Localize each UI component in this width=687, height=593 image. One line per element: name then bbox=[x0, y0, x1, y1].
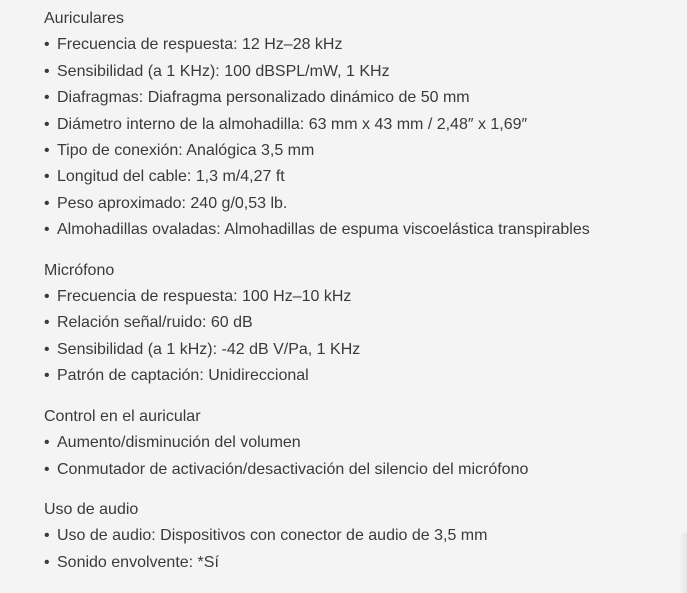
list-item bbox=[44, 59, 684, 85]
spec-list bbox=[44, 284, 684, 390]
edge-shadow bbox=[679, 533, 687, 593]
bullet-icon: • bbox=[44, 367, 50, 385]
spec-text: Conmutador de activación/desactivación del silencio del micrófono bbox=[57, 460, 529, 478]
spec-text: Patrón de captación: Unidireccional bbox=[57, 367, 309, 385]
list-item bbox=[44, 550, 684, 576]
spec-text: Sonido envolvente: *Sí bbox=[57, 553, 219, 571]
spec-text: Almohadillas ovaladas: Almohadillas de espuma viscoelástica transpirables bbox=[57, 221, 590, 239]
bullet-icon: • bbox=[44, 460, 50, 478]
list-item bbox=[44, 523, 684, 549]
list-item bbox=[44, 138, 684, 164]
list-item bbox=[44, 112, 684, 138]
list-item bbox=[44, 284, 684, 310]
spec-text: Sensibilidad (a 1 KHz): 100 dBSPL/mW, 1 KHz bbox=[57, 62, 390, 80]
bullet-icon: • bbox=[44, 314, 50, 332]
list-item bbox=[44, 217, 684, 243]
list-item bbox=[44, 32, 684, 58]
section-control bbox=[44, 404, 684, 483]
section-title: Uso de audio bbox=[44, 500, 139, 518]
section-microfono bbox=[44, 258, 684, 390]
section-title: Auriculares bbox=[44, 10, 125, 27]
list-item bbox=[44, 363, 684, 389]
spec-text: Uso de audio: Dispositivos con conector de audio de 3,5 mm bbox=[57, 527, 488, 545]
spec-sheet bbox=[44, 6, 684, 590]
bullet-icon: • bbox=[44, 553, 50, 571]
list-item bbox=[44, 310, 684, 336]
list-item bbox=[44, 337, 684, 363]
spec-text: Longitud del cable: 1,3 m/4,27 ft bbox=[57, 168, 285, 186]
bullet-icon: • bbox=[44, 340, 50, 358]
bullet-icon: • bbox=[44, 142, 50, 160]
section-auriculares bbox=[44, 6, 684, 244]
list-item bbox=[44, 457, 684, 483]
bullet-icon: • bbox=[44, 115, 50, 133]
spec-text: Tipo de conexión: Analógica 3,5 mm bbox=[57, 142, 315, 160]
bullet-icon: • bbox=[44, 168, 50, 186]
bullet-icon: • bbox=[44, 194, 50, 212]
list-item bbox=[44, 191, 684, 217]
bullet-icon: • bbox=[44, 62, 50, 80]
section-title: Micrófono bbox=[44, 261, 115, 279]
spec-text: Relación señal/ruido: 60 dB bbox=[57, 314, 253, 332]
list-item bbox=[44, 430, 684, 456]
bullet-icon: • bbox=[44, 527, 50, 545]
spec-text: Diámetro interno de la almohadilla: 63 mm x 43 mm / 2,48″ x 1,69″ bbox=[57, 115, 528, 133]
bullet-icon: • bbox=[44, 36, 50, 54]
bullet-icon: • bbox=[44, 434, 50, 452]
spec-list bbox=[44, 523, 684, 576]
list-item bbox=[44, 85, 684, 111]
bullet-icon: • bbox=[44, 288, 50, 306]
section-title: Control en el auricular bbox=[44, 407, 201, 425]
spec-text: Peso aproximado: 240 g/0,53 lb. bbox=[57, 194, 288, 212]
spec-text: Sensibilidad (a 1 kHz): -42 dB V/Pa, 1 KHz bbox=[57, 340, 361, 358]
bullet-icon: • bbox=[44, 221, 50, 239]
spec-list bbox=[44, 32, 684, 243]
section-uso-audio bbox=[44, 497, 684, 576]
spec-text: Aumento/disminución del volumen bbox=[57, 434, 301, 452]
spec-text: Frecuencia de respuesta: 100 Hz–10 kHz bbox=[57, 288, 352, 306]
list-item bbox=[44, 164, 684, 190]
bullet-icon: • bbox=[44, 89, 50, 107]
spec-list bbox=[44, 430, 684, 483]
spec-text: Diafragmas: Diafragma personalizado dinámico de 50 mm bbox=[57, 89, 470, 107]
spec-text: Frecuencia de respuesta: 12 Hz–28 kHz bbox=[57, 36, 343, 54]
